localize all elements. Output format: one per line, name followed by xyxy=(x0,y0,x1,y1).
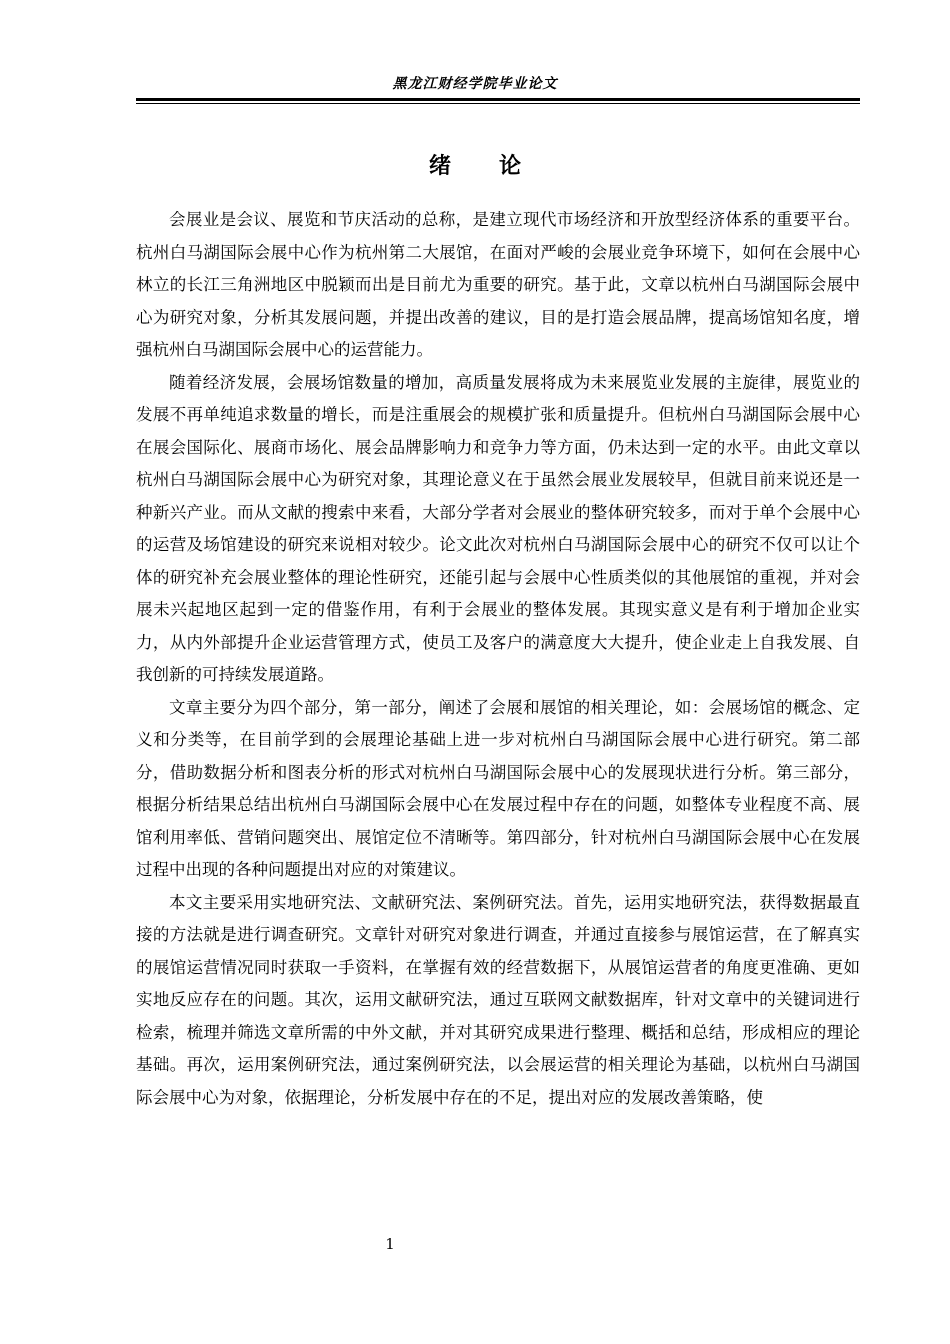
paragraph: 会展业是会议、展览和节庆活动的总称，是建立现代市场经济和开放型经济体系的重要平台。杭州白马湖国际会展中心作为杭州第二大展馆，在面对严峻的会展业竞争环境下，如何在会展中心林立的长江三角洲地区中脱颖而出是目前尤为重要的研究。基于此，文章以杭州白马湖国际会展中心为研究对象，分析其发展问题，并提出改善的建议，目的是打造会展品牌，提高场馆知名度，增强杭州白马湖国际会展中心的运营能力。 xyxy=(136,210,860,359)
header-rule-thick xyxy=(136,98,860,101)
running-header: 黑龙江财经学院毕业论文 xyxy=(392,76,558,92)
header-rule-thin xyxy=(136,103,860,104)
section-title: 绪论 xyxy=(428,153,569,179)
header-double-rule xyxy=(136,98,860,105)
page-number: 1 xyxy=(385,1235,395,1253)
body-text xyxy=(136,204,860,1114)
paragraph: 本文主要采用实地研究法、文献研究法、案例研究法。首先，运用实地研究法，获得数据最直接的方法就是进行调查研究。文章针对研究对象进行调查，并通过直接参与展馆运营，在了解真实的展馆运营情况同时获取一手资料，在掌握有效的经营数据下，从展馆运营者的角度更准确、更如实地反应存在的问题。其次，运用文献研究法，通过互联网文献数据库，针对文章中的关键词进行检索，梳理并筛选文章所需的中外文献，并对其研究成果进行整理、概括和总结，形成相应的理论基础。再次，运用案例研究法，通过案例研究法，以会展运营的相关理论为基础，以杭州白马湖国际会展中心为对象，依据理论，分析发展中存在的不足，提出对应的发展改善策略，使 xyxy=(136,892,860,1107)
paragraph: 文章主要分为四个部分，第一部分，阐述了会展和展馆的相关理论，如：会展场馆的概念、定义和分类等，在目前学到的会展理论基础上进一步对杭州白马湖国际会展中心进行研究。第二部分，借助数据分析和图表分析的形式对杭州白马湖国际会展中心的发展现状进行分析。第三部分，根据分析结果总结出杭州白马湖国际会展中心在发展过程中存在的问题，如整体专业程度不高、展馆利用率低、营销问题突出、展馆定位不清晰等。第四部分，针对杭州白马湖国际会展中心在发展过程中出现的各种问题提出对应的对策建议。 xyxy=(136,697,860,879)
paragraph: 随着经济发展，会展场馆数量的增加，高质量发展将成为未来展览业发展的主旋律，展览业的发展不再单纯追求数量的增长，而是注重展会的规模扩张和质量提升。但杭州白马湖国际会展中心在展会国际化、展商市场化、展会品牌影响力和竞争力等方面，仍未达到一定的水平。由此文章以杭州白马湖国际会展中心为研究对象，其理论意义在于虽然会展业发展较早，但就目前来说还是一种新兴产业。而从文献的搜索中来看，大部分学者对会展业的整体研究较多，而对于单个会展中心的运营及场馆建设的研究来说相对较少。论文此次对杭州白马湖国际会展中心的研究不仅可以让个体的研究补充会展业整体的理论性研究，还能引起与会展中心性质类似的其他展馆的重视，并对会展未兴起地区起到一定的借鉴作用，有利于会展业的整体发展。其现实意义是有利于增加企业实力，从内外部提升企业运营管理方式，使员工及客户的满意度大大提升，使企业走上自我发展、自我创新的可持续发展道路。 xyxy=(136,372,860,684)
